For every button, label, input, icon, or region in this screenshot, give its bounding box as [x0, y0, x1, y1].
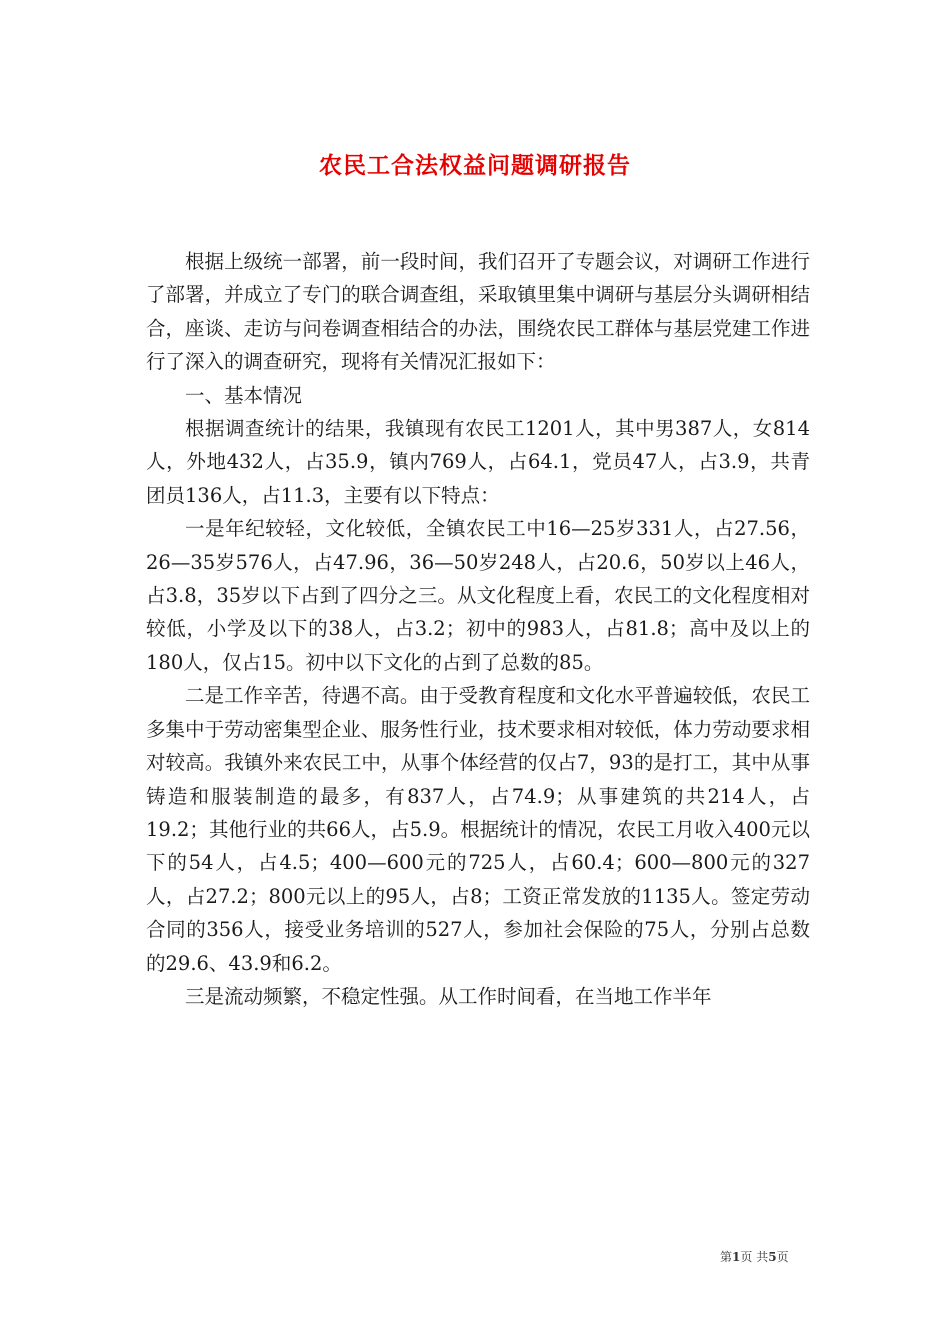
footer-suffix: 页 — [776, 1250, 789, 1264]
paragraph-age-education: 一是年纪较轻，文化较低，全镇农民工中16—25岁331人，占27.56，26—35岁576人，占47.96，36—50岁248人，占20.6，50岁以上46人，占3.8，35岁以下占到了四分之三。从文化程度上看，农民工的文化程度相对较低，小学及以下的38人，占3.2；初中的983人，占81.8；高中及以上的180人，仅占15。初中以下文化的占到了总数的85。 — [146, 517, 810, 674]
paragraph-statistics: 根据调查统计的结果，我镇现有农民工1201人，其中男387人，女814人，外地432人，占35.9，镇内769人，占64.1，党员47人，占3.9，共青团员136人，占11.3，主要有以下特点： — [146, 417, 810, 507]
section-heading-basic-situation: 一、基本情况 — [185, 383, 303, 407]
document-body — [146, 245, 810, 1013]
footer-current-page: 1 — [732, 1250, 741, 1264]
footer-middle: 页 共 — [740, 1250, 769, 1264]
footer-prefix: 第 — [720, 1250, 733, 1264]
paragraph-intro: 根据上级统一部署，前一段时间，我们召开了专题会议，对调研工作进行了部署，并成立了专门的联合调查组，采取镇里集中调研与基层分头调研相结合，座谈、走访与问卷调查相结合的办法，围绕农民工群体与基层党建工作进行了深入的调查研究，现将有关情况汇报如下： — [146, 250, 810, 374]
page-footer — [720, 1248, 789, 1265]
paragraph-work-income: 二是工作辛苦，待遇不高。由于受教育程度和文化水平普遍较低，农民工多集中于劳动密集型企业、服务性行业，技术要求相对较低，体力劳动要求相对较高。我镇外来农民工中，从事个体经营的仅占7，93的是打工，其中从事铸造和服装制造的最多，有837人，占74.9；从事建筑的共214人，占19.2；其他行业的共66人，占5.9。根据统计的情况，农民工月收入400元以下的54人，占4.5；400—600元的725人，占60.4；600—800元的327人，占27.2；800元以上的95人，占8；工资正常发放的1135人。签定劳动合同的356人，接受业务培训的527人，参加社会保险的75人，分别占总数的29.6、43.9和6.2。 — [146, 684, 810, 975]
paragraph-mobility: 三是流动频繁，不稳定性强。从工作时间看，在当地工作半年 — [185, 984, 712, 1008]
footer-total-pages: 5 — [768, 1250, 777, 1264]
document-title: 农民工合法权益问题调研报告 — [319, 152, 631, 180]
